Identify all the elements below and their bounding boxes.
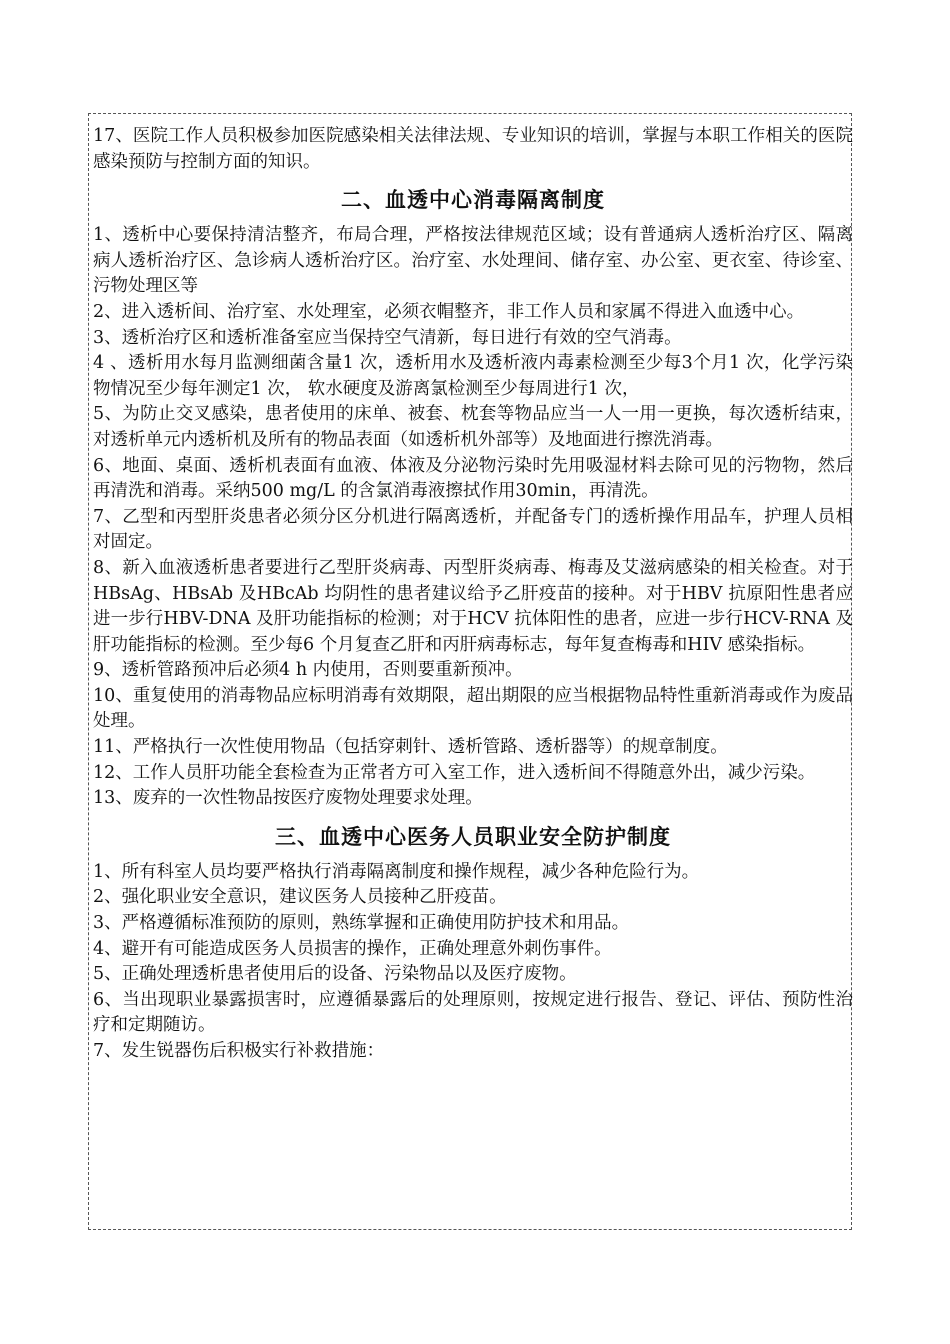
list-item: 3、严格遵循标准预防的原则，熟练掌握和正确使用防护技术和用品。 [93,913,630,934]
list-item: 17、医院工作人员积极参加医院感染相关法律法规、专业知识的培训，掌握与本职工作相关的医院感染预防与控制方面的知识。 [93,126,853,172]
list-item: 8、新入血液透析患者要进行乙型肝炎病毒、丙型肝炎病毒、梅毒及艾滋病感染的相关检查。对于HBsAg、HBsAb 及HBcAb 均阴性的患者建议给予乙肝疫苗的接种。对于HBV 抗原阳性患者应进一步行HBV-DNA 及肝功能指标的检测；对于HCV 抗体阳性的患者，应进一步行HCV-RNA 及肝功能指标的检测。至少每6 个月复查乙肝和丙肝病毒标志，每年复查梅毒和HIV 感染指标。 [93,557,853,655]
list-item: 9、透析管路预冲后必须4 h 内使用，否则要重新预冲。 [93,660,523,681]
list-item: 7、发生锐器伤后积极实行补救措施： [93,1041,385,1061]
section-heading-occupational-safety: 三、血透中心医务人员职业安全防护制度 [275,824,671,849]
list-item: 5、正确处理透析患者使用后的设备、污染物品以及医疗废物。 [93,964,577,985]
list-item: 2、进入透析间、治疗室、水处理室，必须衣帽整齐，非工作人员和家属不得进入血透中心。 [93,301,805,322]
list-item: 4、避开有可能造成医务人员损害的操作，正确处理意外刺伤事件。 [93,938,612,959]
list-item: 6、地面、桌面、透析机表面有血液、体液及分泌物污染时先用吸湿材料去除可见的污物物，然后再清洗和消毒。采纳500 mg/L 的含氯消毒液擦拭作用30min，再清洗。 [93,455,853,502]
list-item: 13、废弃的一次性物品按医疗废物处理要求处理。 [93,788,483,809]
list-item: 4 、透析用水每月监测细菌含量1 次，透析用水及透析液内毒素检测至少每3个月1 次，化学污染物情况至少每年测定1 次， 软水硬度及游离氯检测至少每周进行1 次， [93,353,853,399]
list-item: 1、透析中心要保持清洁整齐，布局合理，严格按法律规范区域；设有普通病人透析治疗区、隔离病人透析治疗区、急诊病人透析治疗区。治疗室、水处理间、储存室、办公室、更衣室、待诊室、污物处理区等 [93,225,853,297]
list-item: 7、乙型和丙型肝炎患者必须分区分机进行隔离透析，并配备专门的透析操作用品车，护理人员相对固定。 [93,506,853,553]
list-item: 10、重复使用的消毒物品应标明消毒有效期限，超出期限的应当根据物品特性重新消毒或作为废品处理。 [93,685,853,732]
list-item: 3、透析治疗区和透析准备室应当保持空气清新，每日进行有效的空气消毒。 [93,327,682,348]
list-item: 12、工作人员肝功能全套检查为正常者方可入室工作，进入透析间不得随意外出，减少污染。 [93,762,816,783]
list-item: 6、当出现职业暴露损害时，应遵循暴露后的处理原则，按规定进行报告、登记、评估、预防性治疗和定期随访。 [93,989,853,1036]
list-item: 5、为防止交叉感染，患者使用的床单、被套、枕套等物品应当一人一用一更换，每次透析结束，对透析单元内透析机及所有的物品表面（如透析机外部等）及地面进行擦洗消毒。 [93,404,853,450]
document-body [93,124,853,1065]
list-item: 2、强化职业安全意识，建议医务人员接种乙肝疫苗。 [93,887,507,908]
section-heading-disinfection: 二、血透中心消毒隔离制度 [341,188,605,213]
list-item: 11、严格执行一次性使用物品（包括穿刺针、透析管路、透析器等）的规章制度。 [93,737,728,758]
list-item: 1、所有科室人员均要严格执行消毒隔离制度和操作规程，减少各种危险行为。 [93,861,700,882]
